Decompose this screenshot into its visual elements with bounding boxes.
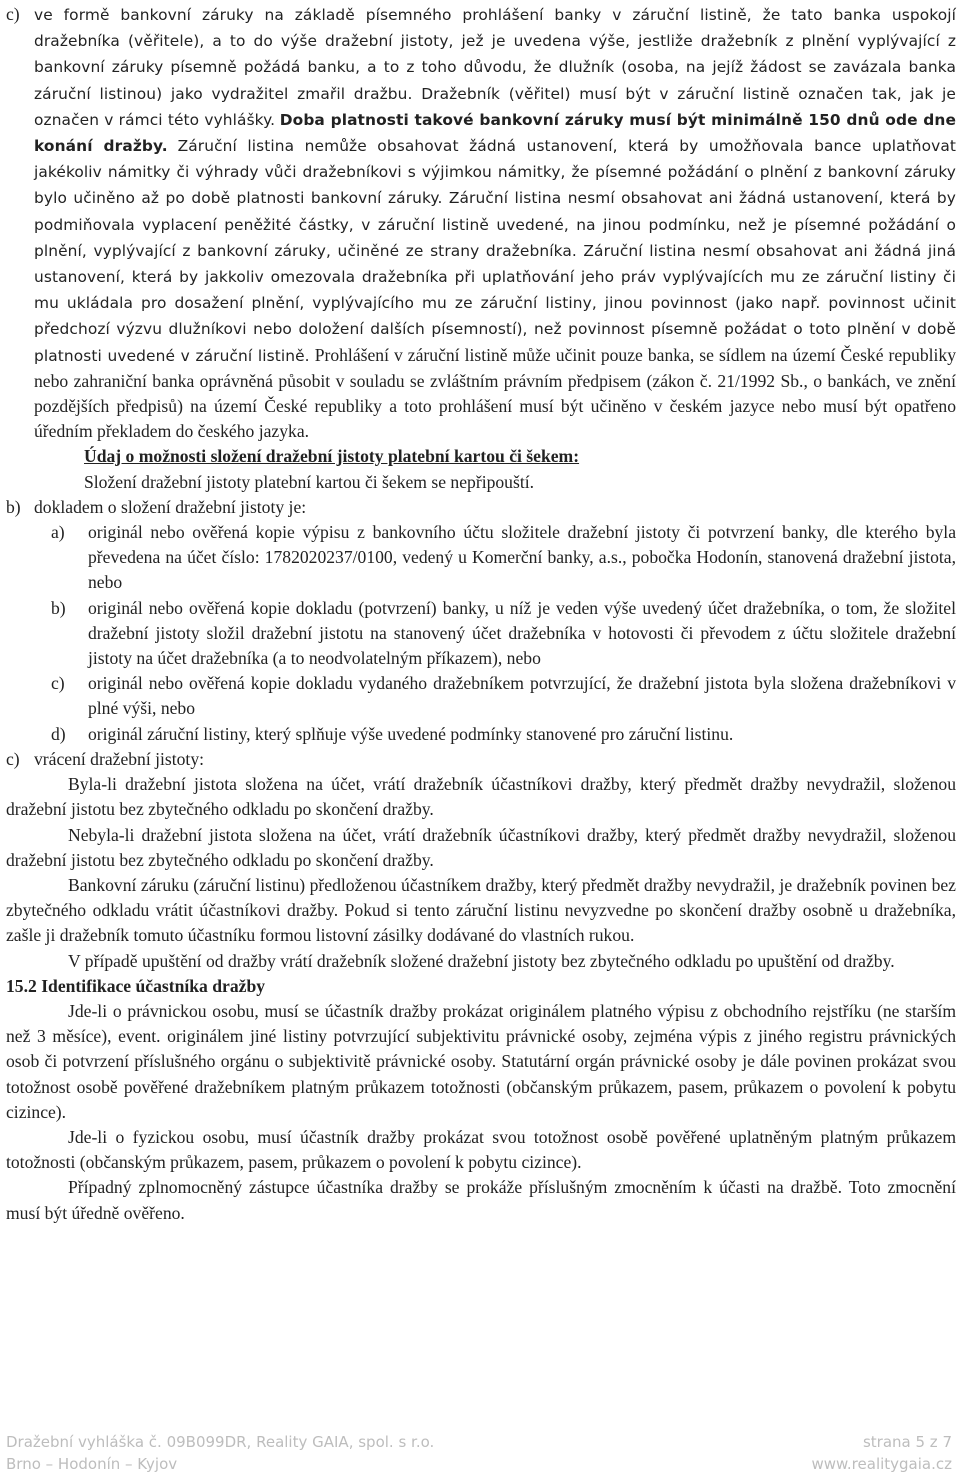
list-item-text: originál nebo ověřená kopie dokladu (potvrzení) banky, u níž je veden výše uvedený účet dražebníka, o tom, že složitel dražební jistoty složil dražební jistotu na stanovený účet dražebníka v hotovosti či převodem z účtu složitele dražební jistoty na účet dražebníka (a to neodvolatelným příkazem), nebo — [88, 597, 956, 669]
proof-of-deposit-item — [6, 495, 956, 520]
list-item-text: originál záruční listiny, který splňuje výše uvedené podmínky stanovené pro záruční listinu. — [88, 723, 734, 744]
card-payment-block — [56, 444, 956, 494]
deposit-return-paragraph: V případě upuštění od dražby vrátí dražebník složené dražební jistoty bez zbytečného odkladu po upuštění od dražby. — [68, 950, 895, 971]
section-heading: 15.2 Identifikace účastníka dražby — [6, 975, 266, 996]
card-payment-text: Složení dražební jistoty platební kartou či šekem se nepřipouští. — [84, 471, 534, 492]
list-item-label: b) — [51, 597, 66, 618]
bank-guarantee-text-1: ve formě bankovní záruky na základě písemného prohlášení banky v záruční listině, že tato banka uspokojí dražebníka (věřitele), a to do výše dražební jistoty, jež je uvedena výše, jestliže dražebník z plnění vyplývající z bankovní záruky písemně požádá banku, a to z toho důvodu, že dlužník (osoba, na jejíž žádost se zavázala banka záruční listinou) jako vydražitel zmařil dražbu. Dražebník (věřitel) musí být v záruční listině označen tak, jak je označen v rámci této vyhlášky. — [34, 6, 956, 129]
footer-document-id: Dražební vyhláška č. 09B099DR, Reality GAIA, spol. s r.o. — [6, 1433, 435, 1451]
list-item-label: c) — [51, 673, 65, 694]
section-paragraph: Jde-li o právnickou osobu, musí se účastník dražby prokázat originálem platného výpisu z obchodního rejstříku (ne starším než 3 měsíce), event. originálem jiné listiny potvrzující subjektivitu právnické osoby, zejména výpis z jiného registru právnických osob či potvrzení příslušného orgánu o subjektivitě právnické osoby. Statutární orgán právnické osoby je dále povinen prokázat svou totožnost osobě pověřené dražebníkem platným průkazem totožnosti (občanským průkazem, pasem, průkazem o povolení k pobytu cizince). — [6, 1000, 956, 1122]
list-item-label: d) — [51, 723, 66, 744]
proof-of-deposit-title: dokladem o složení dražební jistoty je: — [34, 496, 307, 517]
deposit-return-paragraph: Bankovní záruku (záruční listinu) předloženou účastníkem dražby, který předmět dražby nevydražil, je dražebník povinen bez zbytečného odkladu vrátit účastníkovi dražby. Pokud si tento záruční listinu nevyzvedne po skončení dražby osobně u dražebníka, zašle ji dražebník tomuto účastníku formou listovní zásilky dodávané do vlastních rukou. — [6, 874, 956, 946]
list-item — [51, 596, 956, 672]
list-item — [51, 520, 956, 596]
item-label: b) — [6, 496, 21, 517]
bank-guarantee-text — [34, 2, 956, 444]
list-item-text: originál nebo ověřená kopie dokladu vydaného dražebníkem potvrzující, že dražební jistota byla složena dražebníkovi v plné výši, nebo — [88, 673, 956, 719]
footer-locations: Brno – Hodonín – Kyjov — [6, 1455, 178, 1473]
footer-page-number: strana 5 z 7 — [862, 1433, 952, 1451]
item-label: c) — [6, 4, 20, 24]
footer-website: www.realitygaia.cz — [811, 1455, 952, 1473]
section-paragraph: Případný zplnomocněný zástupce účastníka dražby se prokáže příslušným zmocněním k účasti na dražbě. Toto zmocnění musí být úředně ověřeno. — [6, 1177, 956, 1223]
list-item — [51, 671, 956, 721]
bank-guarantee-item — [6, 2, 956, 444]
card-payment-heading: Údaj o možnosti složení dražební jistoty platební kartou či šekem: — [84, 446, 580, 467]
bank-guarantee-text-3: Prohlášení v záruční listině může učinit pouze banka, se sídlem na území České republiky nebo zahraniční banka oprávněná působit v souladu se zvláštním právním předpisem (zákon č. 21/1992 Sb., o bankách, ve znění pozdějších předpisů) na území České republiky a toto prohlášení musí být učiněno v českém jazyce nebo musí být opatřeno úředním překladem do českého jazyka. — [34, 344, 956, 442]
deposit-return-title: vrácení dražební jistoty: — [34, 748, 205, 769]
section-paragraph: Jde-li o fyzickou osobu, musí účastník dražby prokázat svou totožnost osobě pověřené uplatněným platným průkazem totožnosti (občanským průkazem, pasem, průkazem o povolení k pobytu cizince). — [6, 1126, 956, 1173]
page-footer — [6, 1431, 952, 1475]
list-item-label: a) — [51, 522, 65, 543]
deposit-return-paragraph: Nebyla-li dražební jistota složena na účet, vrátí dražebník účastníkovi dražby, který předmět dražby nevydražil, složenou dražební jistotu bez zbytečného odkladu po skončení dražby. — [6, 824, 956, 870]
bank-guarantee-text-2: Záruční listina nemůže obsahovat žádná ustanovení, která by umožňovala bance uplatňovat jakékoliv námitky či výhrady vůči dražebníkovi s výjimkou námitky, že písemné požádání o plnění z bankovní záruky bylo učiněno až po době platnosti bankovní záruky. Záruční listina nesmí obsahovat ani žádná ustanovení, která by podmiňovala vyplacení peněžité částky, v záruční listině uvedené, na jinou podmínku, než je písemné požádání o plnění, vyplývající z bankovní záruky, učiněné ze strany dražebníka. Záruční listina nesmí obsahovat ani žádná jiná ustanovení, která by jakkoliv omezovala dražebníka při uplatňování jeho práv vyplývajících mu ze záruční listiny či mu ukládala pro dosažení plnění, vyplývajícího mu ze záruční listiny, jinou povinnost (jako např. povinnost učinit předchozí výzvu dlužníkovi nebo doložení dalších písemností), než povinnost písemně požádat o toto plnění v době platnosti uvedené v záruční listině. — [34, 137, 956, 365]
item-label: c) — [6, 748, 20, 769]
deposit-return-paragraph: Byla-li dražební jistota složena na účet, vrátí dražebník účastníkovi dražby, který předmět dražby nevydražil, složenou dražební jistotu bez zbytečného odkladu po skončení dražby. — [6, 774, 956, 820]
list-item — [51, 722, 956, 747]
list-item-text: originál nebo ověřená kopie výpisu z bankovního účtu složitele dražební jistoty či potvrzení banky, dle kterého byla převedena na účet číslo: 1782020237/0100, vedený u Komerční banky, a.s., pobočka Hodonín, stanovená dražební jistota, nebo — [88, 522, 956, 593]
deposit-return-item — [6, 747, 956, 772]
validity-period-note: Doba platnosti takové bankovní záruky musí být minimálně 150 dnů ode dne konání dražby. — [34, 110, 956, 156]
document-page — [6, 2, 956, 1226]
proof-of-deposit-list — [6, 520, 956, 747]
